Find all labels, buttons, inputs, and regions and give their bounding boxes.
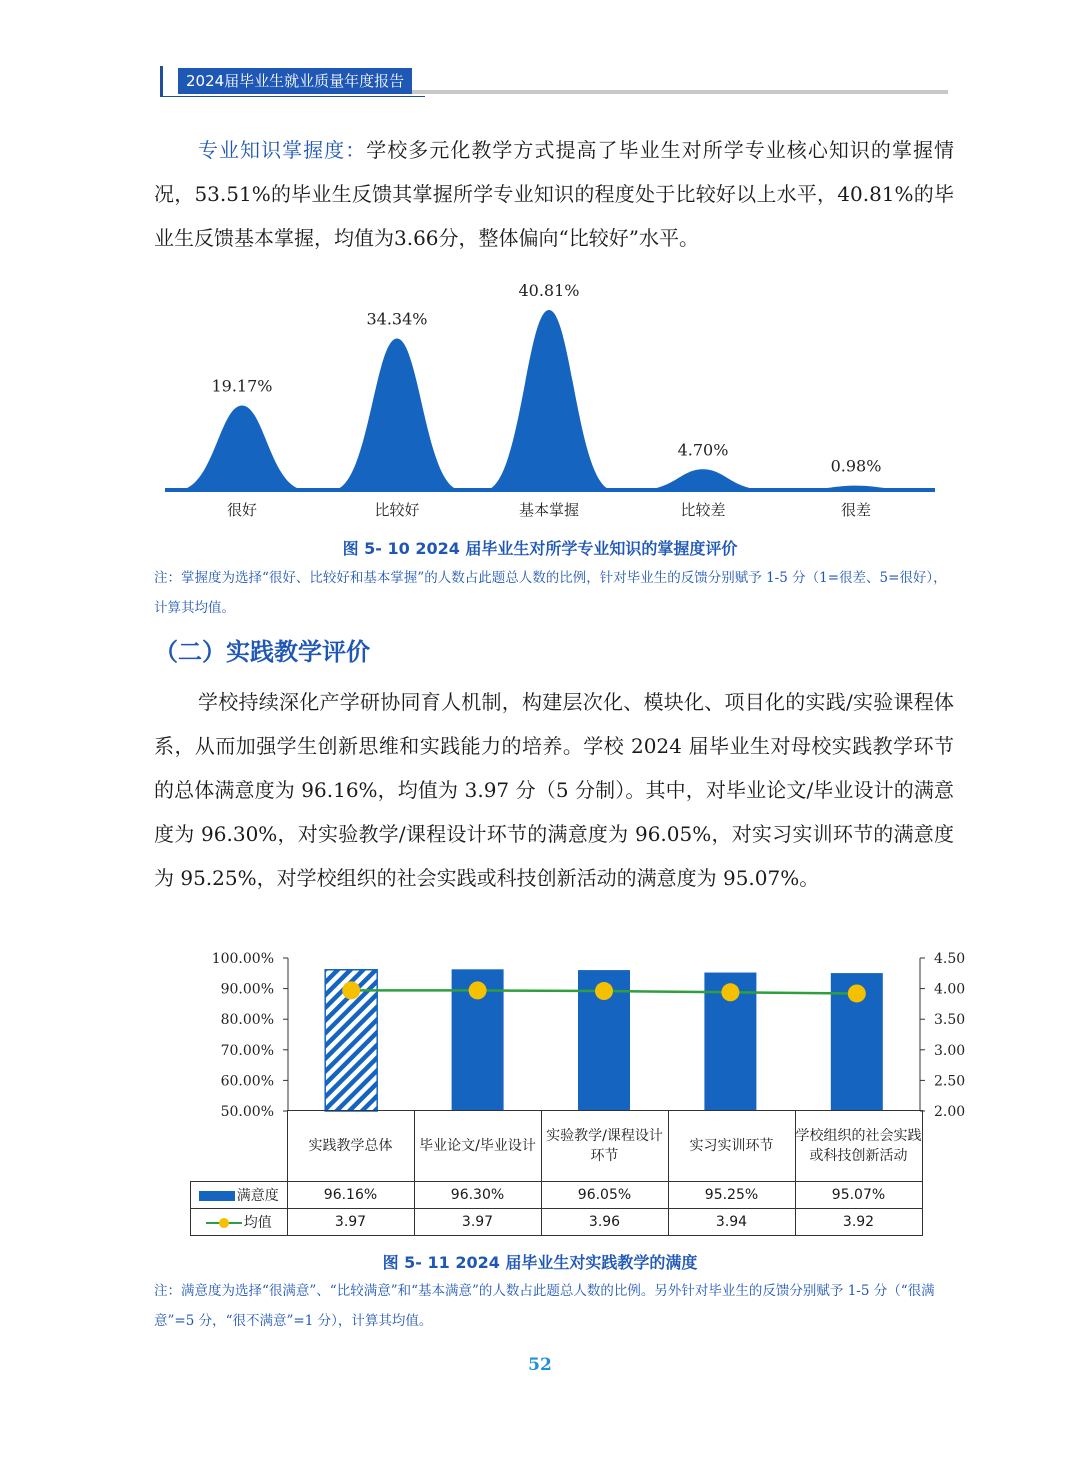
y-tick-label: 100.00% <box>211 951 274 967</box>
section-title-practice-teaching: （二）实践教学评价 <box>154 638 370 666</box>
paragraph-keyword: 专业知识掌握度： <box>198 138 367 162</box>
y-tick-label: 60.00% <box>220 1073 274 1090</box>
category-label: 比较好 <box>374 501 420 519</box>
figure-caption-5-10: 图 5- 10 2024 届毕业生对所学专业知识的掌握度评价 <box>342 539 738 558</box>
practice-satisfaction-chart <box>0 948 1080 1118</box>
table-cell: 3.94 <box>668 1209 795 1236</box>
y2-tick-label: 2.50 <box>934 1073 966 1090</box>
table-cell: 95.07% <box>795 1182 922 1209</box>
y2-tick-label: 3.50 <box>934 1012 966 1029</box>
peak-value-label: 34.34% <box>366 309 428 329</box>
peak-value-label: 19.17% <box>211 376 273 396</box>
table-category: 实习实训环节 <box>668 1111 795 1182</box>
table-cell: 3.97 <box>287 1209 414 1236</box>
figure-note-5-11: 注：满意度为选择“很满意”、“比较满意”和“基本满意”的人数占此题总人数的比例。另外针对毕业生的反馈分别赋予 1-5 分（“很满意”=5 分，“很不满意”=1 分），计算其均值。 <box>154 1283 935 1329</box>
peak-1 <box>178 405 306 490</box>
table-cell: 96.16% <box>287 1182 414 1209</box>
figure-caption-5-11: 图 5- 11 2024 届毕业生对实践教学的满度 <box>382 1253 698 1272</box>
table-cell: 95.25% <box>668 1182 795 1209</box>
paragraph-body: 学校多元化教学方式提高了毕业生对所学专业核心知识的掌握情况，53.51%的毕业生反馈其掌握所学专业知识的程度处于比较好以上水平，40.81%的毕业生反馈基本掌握，均值为3.66分，整体偏向“比较好”水平。 <box>154 138 955 250</box>
bar-legend-swatch <box>199 1191 235 1201</box>
mean-marker <box>848 984 866 1002</box>
y2-tick-label: 4.50 <box>934 951 966 967</box>
mean-marker <box>342 981 360 999</box>
y-tick-label: 70.00% <box>220 1042 274 1059</box>
category-label: 很好 <box>226 501 258 519</box>
table-row-satisfaction <box>191 1182 923 1209</box>
table-cell: 3.92 <box>795 1209 922 1236</box>
table-category: 学校组织的社会实践或科技创新活动 <box>795 1111 922 1182</box>
peak-value-label: 4.70% <box>677 440 729 460</box>
table-category-row <box>191 1111 923 1182</box>
peak-value-label: 0.98% <box>830 456 882 476</box>
paragraph-practice-teaching: 学校持续深化产学研协同育人机制，构建层次化、模块化、项目化的实践/实验课程体系，从而加强学生创新思维和实践能力的培养。学校 2024 届毕业生对母校实践教学环节的总体满意度为 96.16%，均值为 3.97 分（5 分制）。其中，对毕业论文/毕业设计的满意度为 96.30%，对实验教学/课程设计环节的满意度为 96.05%，对实习实训环节的满意度为 95.25%，对学校组织的社会实践或科技创新活动的满意度为 95.07%。 <box>154 690 954 890</box>
peak-value-label: 40.81% <box>518 281 580 300</box>
table-category: 实践教学总体 <box>287 1111 414 1182</box>
legend-satisfaction <box>191 1182 288 1209</box>
chart2-data-table <box>190 1110 923 1236</box>
page-number: 52 <box>528 1355 552 1375</box>
table-category: 毕业论文/毕业设计 <box>414 1111 541 1182</box>
table-row-mean <box>191 1209 923 1236</box>
table-corner <box>191 1111 288 1182</box>
y-tick-label: 80.00% <box>220 1012 274 1029</box>
legend-label: 满意度 <box>236 1188 279 1204</box>
category-label: 比较差 <box>680 501 726 519</box>
peak-4 <box>639 469 767 490</box>
table-category: 实验教学/课程设计环节 <box>541 1111 668 1182</box>
report-title: 2024届毕业生就业质量年度报告 <box>178 68 412 94</box>
paragraph-knowledge-mastery <box>154 128 954 260</box>
line-legend-swatch <box>206 1217 242 1229</box>
mean-marker <box>595 982 613 1000</box>
table-cell: 96.30% <box>414 1182 541 1209</box>
y2-tick-label: 4.00 <box>934 981 966 998</box>
table-cell: 3.96 <box>541 1209 668 1236</box>
y-tick-label: 50.00% <box>220 1104 274 1118</box>
legend-mean <box>191 1209 288 1236</box>
category-label: 基本掌握 <box>518 501 580 519</box>
legend-label: 均值 <box>243 1215 272 1231</box>
table-cell: 96.05% <box>541 1182 668 1209</box>
y2-tick-label: 3.00 <box>934 1042 966 1059</box>
y2-tick-label: 2.00 <box>934 1104 966 1118</box>
category-label: 很差 <box>840 501 872 519</box>
peak-2 <box>333 339 461 490</box>
mastery-peak-chart <box>0 280 1080 520</box>
figure-note-5-10: 注：掌握度为选择“很好、比较好和基本掌握”的人数占此题总人数的比例，针对毕业生的反馈分别赋予 1-5 分（1=很差、5=很好），计算其均值。 <box>154 570 947 616</box>
table-cell: 3.97 <box>414 1209 541 1236</box>
y-tick-label: 90.00% <box>220 981 274 998</box>
mean-marker <box>469 981 487 999</box>
mean-marker <box>721 983 739 1001</box>
peak-3 <box>485 310 613 490</box>
